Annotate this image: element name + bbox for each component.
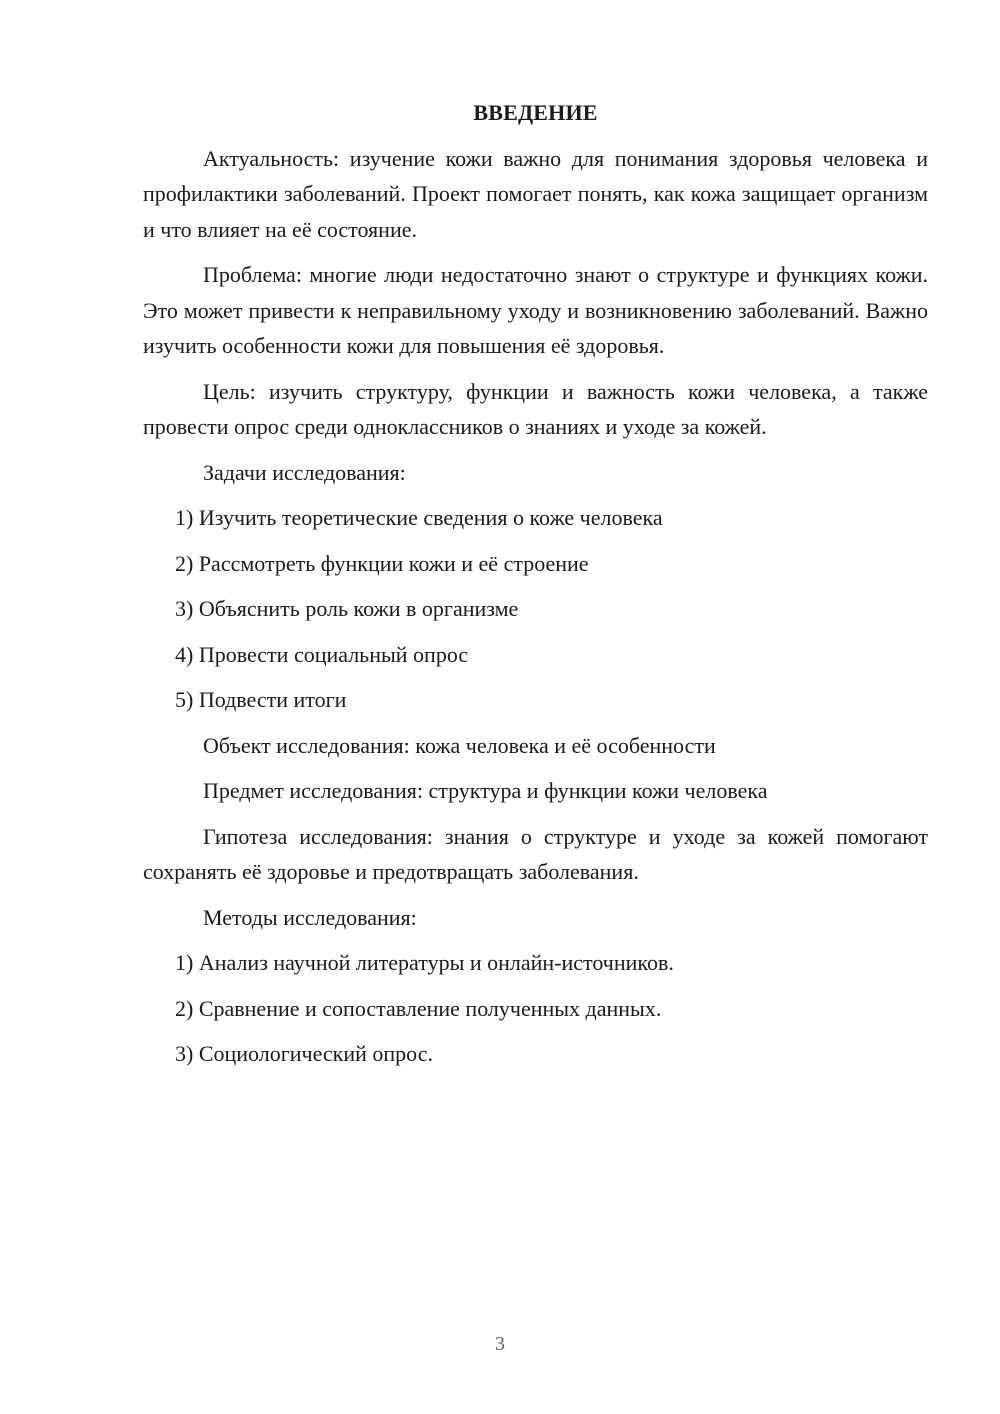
tasks-heading: Задачи исследования: xyxy=(203,459,406,485)
hypothesis-paragraph: Гипотеза исследования: знания о структуре и уходе за кожей помогают сохранять её здоровье и предотвращать заболевания. xyxy=(143,823,928,884)
page-content xyxy=(143,95,928,1082)
methods-heading: Методы исследования: xyxy=(203,904,417,930)
goal-paragraph: Цель: изучить структуру, функции и важность кожи человека, а также провести опрос среди одноклассников о знаниях и уходе за кожей. xyxy=(143,378,928,439)
method-item: 1) Анализ научной литературы и онлайн-источников. xyxy=(175,950,674,975)
task-item: 1) Изучить теоретические сведения о коже человека xyxy=(175,505,663,530)
method-item: 3) Социологический опрос. xyxy=(175,1041,433,1066)
method-item: 2) Сравнение и сопоставление полученных данных. xyxy=(175,995,662,1021)
section-title: ВВЕДЕНИЕ xyxy=(473,100,598,125)
research-object: Объект исследования: кожа человека и её особенности xyxy=(203,732,716,758)
problem-paragraph: Проблема: многие люди недостаточно знают о структуре и функциях кожи. Это может привести к неправильному уходу и возникновению заболеваний. Важно изучить особенности кожи для повышения её здоровья. xyxy=(143,262,928,358)
task-item: 3) Объяснить роль кожи в организме xyxy=(175,596,519,621)
research-subject: Предмет исследования: структура и функции кожи человека xyxy=(203,778,768,803)
task-item: 4) Провести социальный опрос xyxy=(175,641,469,667)
task-item: 5) Подвести итоги xyxy=(175,687,347,712)
relevance-paragraph: Актуальность: изучение кожи важно для понимания здоровья человека и профилактики заболеваний. Проект помогает понять, как кожа защищает организм и что влияет на её состояние. xyxy=(143,145,928,242)
task-item: 2) Рассмотреть функции кожи и её строение xyxy=(175,550,589,576)
page-number: 3 xyxy=(495,1333,505,1355)
